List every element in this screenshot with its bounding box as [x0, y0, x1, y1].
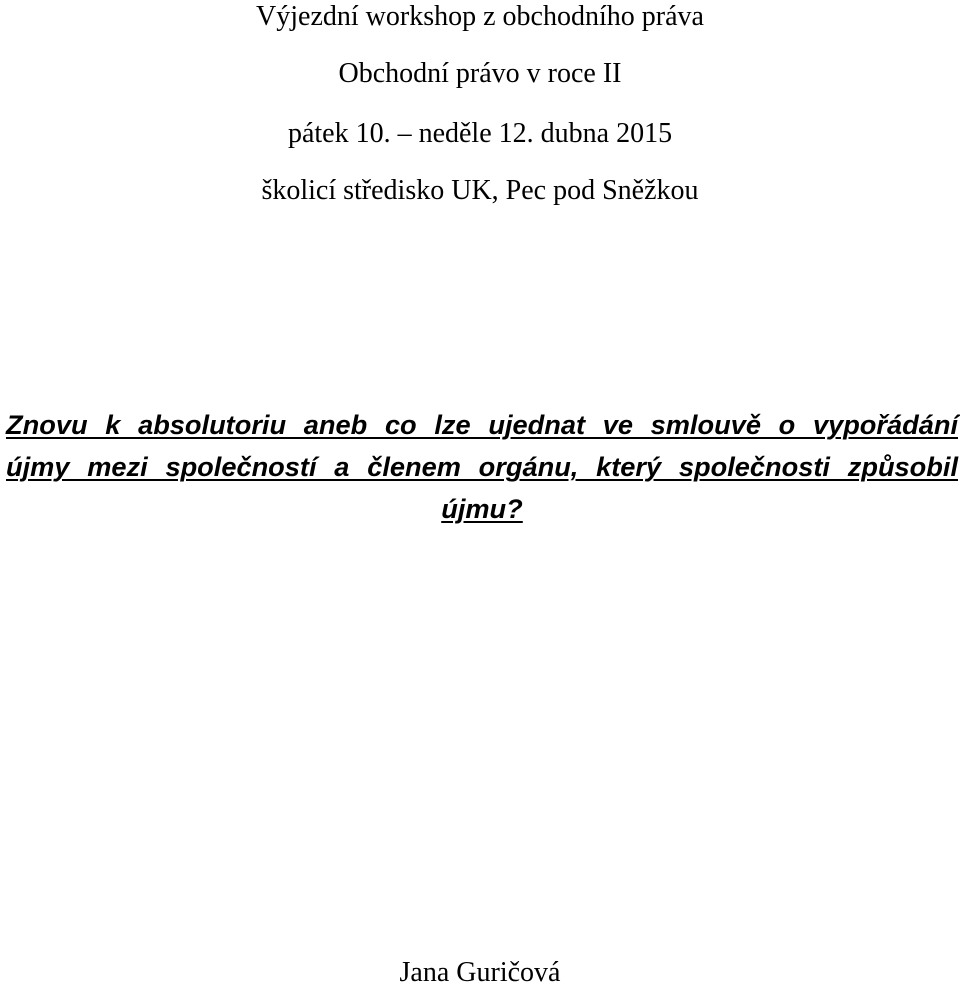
- event-title: Výjezdní workshop z obchodního práva: [256, 1, 704, 32]
- paper-title-line-2: újmy mezi společností a členem orgánu, který společnosti způsobil: [6, 451, 958, 482]
- author-name: Jana Guričová: [399, 957, 561, 988]
- event-subtitle: Obchodní právo v roce II: [338, 58, 622, 89]
- paper-title-line-1: Znovu k absolutoriu aneb co lze ujednat ve smlouvě o vypořádání: [6, 409, 958, 440]
- event-dates: pátek 10. – neděle 12. dubna 2015: [287, 118, 673, 149]
- event-venue: školicí středisko UK, Pec pod Sněžkou: [261, 175, 699, 206]
- paper-title: [6, 404, 958, 530]
- paper-title-line-3: újmu?: [441, 493, 523, 524]
